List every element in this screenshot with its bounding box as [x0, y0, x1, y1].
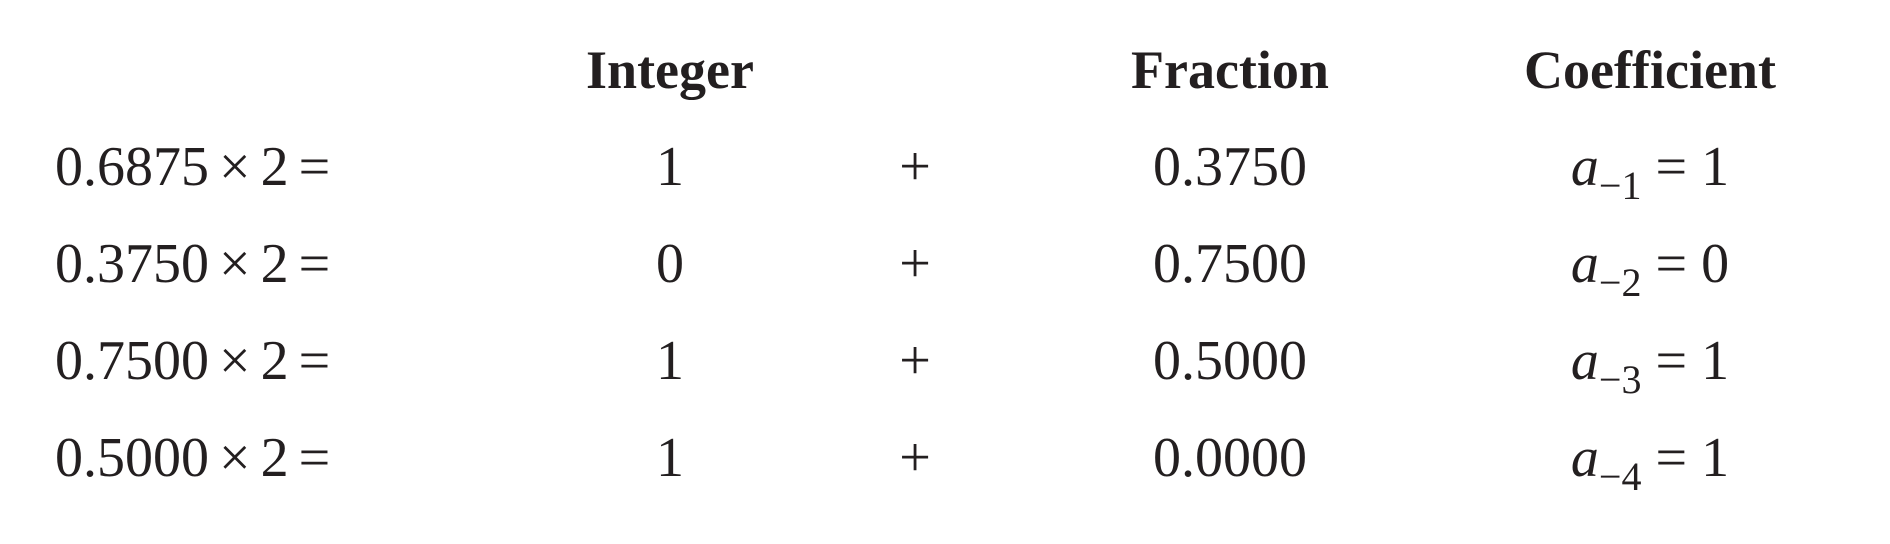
- coefficient: [1500, 224, 1800, 304]
- coef-variable: a: [1570, 330, 1599, 392]
- table-row: [0, 321, 1890, 401]
- expression: [55, 127, 415, 207]
- header-integer: Integer: [586, 40, 754, 100]
- integer-part: 0: [656, 233, 684, 295]
- plus-sign: +: [899, 136, 931, 198]
- value: 0.6875: [55, 136, 209, 198]
- coef-value: 1: [1701, 330, 1730, 392]
- fraction-part: 0.7500: [1153, 233, 1307, 295]
- coefficient: [1500, 321, 1800, 401]
- coef-equals: =: [1655, 136, 1688, 198]
- coef-variable: a: [1570, 136, 1599, 198]
- expression: [55, 224, 415, 304]
- equals-sign: =: [298, 427, 331, 489]
- fraction-part: 0.0000: [1153, 427, 1307, 489]
- coef-subscript: −2: [1598, 260, 1642, 305]
- integer-part: 1: [656, 136, 684, 198]
- coef-subscript: −1: [1598, 163, 1642, 208]
- multiplier: 2: [260, 330, 289, 392]
- coef-value: 1: [1701, 136, 1730, 198]
- plus-sign: +: [899, 330, 931, 392]
- coef-subscript: −4: [1598, 454, 1642, 499]
- coef-subscript: −3: [1598, 357, 1642, 402]
- plus-sign: +: [899, 233, 931, 295]
- equals-sign: =: [298, 136, 331, 198]
- table-header: [0, 30, 1890, 110]
- multiplier: 2: [260, 427, 289, 489]
- times-sign: ×: [219, 330, 251, 392]
- coefficient: [1500, 127, 1800, 207]
- header-fraction: Fraction: [1131, 40, 1329, 100]
- coefficient: [1500, 418, 1800, 498]
- multiplier: 2: [260, 136, 289, 198]
- value: 0.7500: [55, 330, 209, 392]
- table-row: [0, 127, 1890, 207]
- table-row: [0, 224, 1890, 304]
- coef-equals: =: [1655, 427, 1688, 489]
- coef-equals: =: [1655, 233, 1688, 295]
- coef-variable: a: [1570, 427, 1599, 489]
- coef-value: 0: [1701, 233, 1730, 295]
- plus-sign: +: [899, 427, 931, 489]
- value: 0.3750: [55, 233, 209, 295]
- expression: [55, 418, 415, 498]
- times-sign: ×: [219, 427, 251, 489]
- equals-sign: =: [298, 233, 331, 295]
- integer-part: 1: [656, 330, 684, 392]
- table-row: [0, 418, 1890, 498]
- coef-equals: =: [1655, 330, 1688, 392]
- fraction-part: 0.3750: [1153, 136, 1307, 198]
- header-coefficient: Coefficient: [1524, 40, 1776, 100]
- expression: [55, 321, 415, 401]
- multiplier: 2: [260, 233, 289, 295]
- fraction-part: 0.5000: [1153, 330, 1307, 392]
- equals-sign: =: [298, 330, 331, 392]
- coef-variable: a: [1570, 233, 1599, 295]
- times-sign: ×: [219, 136, 251, 198]
- coef-value: 1: [1701, 427, 1730, 489]
- times-sign: ×: [219, 233, 251, 295]
- value: 0.5000: [55, 427, 209, 489]
- integer-part: 1: [656, 427, 684, 489]
